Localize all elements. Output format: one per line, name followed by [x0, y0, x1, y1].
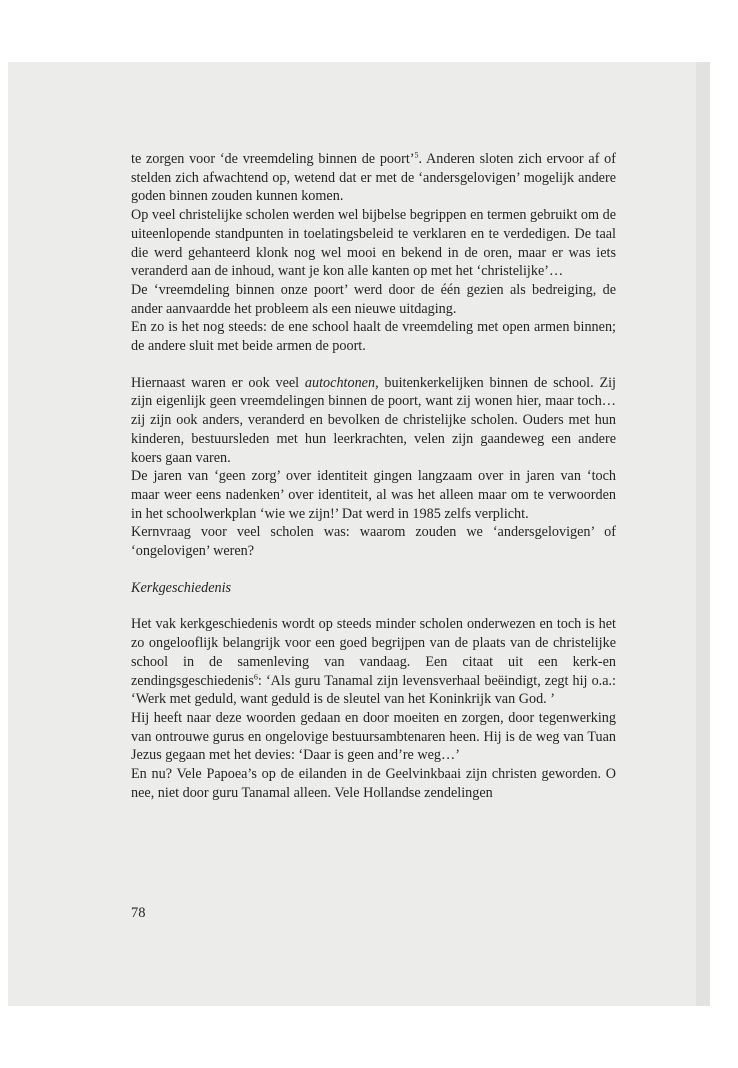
paragraph: De jaren van ‘geen zorg’ over identiteit gingen langzaam over in jaren van ‘toch maar weer eens nadenken’ over identiteit, al was het alleen maar om te verwoorden in het schoolwerkplan ‘wie we zijn!’ Dat werd in 1985 zelfs verplicht. [131, 468, 616, 522]
paragraph: Kernvraag voor veel scholen was: waarom zouden we ‘andersgelovigen’ of ‘ongelovigen’ weren? [131, 524, 616, 560]
paragraph: En nu? Vele Papoea’s op de eilanden in de Geelvinkbaai zijn christen geworden. O nee, niet door guru Tanamal alleen. Vele Hollandse zendelingen [131, 766, 616, 801]
paragraph: Het vak kerkgeschiedenis wordt op steeds minder scholen onderwezen en toch is het zo ongelooflijk belangrijk voor een goed begrijpen van de plaats van de christelijke school in de samenleving van vandaag. Een citaat uit een kerk-en zendingsgeschiedenis$^6$: ‘Als guru Tanamal zijn levensverhaal beëindigt, zegt hij o.a.: ‘Werk met geduld, want geduld is de sleutel van het Koninkrijk van God. ’ [131, 616, 616, 708]
paragraph: Hij heeft naar deze woorden gedaan en door moeiten en zorgen, door tegenwerking van ontrouwe gurus en ongelovige bestuursambtenaren heen. Hij is de weg van Tuan Jezus gegaan met het devies: ‘Daar is geen and’re weg…’ [131, 709, 616, 764]
page-number: 78 [131, 905, 146, 921]
page-edge [696, 62, 710, 1006]
paragraph: te zorgen voor ‘de vreemdeling binnen de poort’$^5$. Anderen sloten zich ervoor af of stelden zich afwachtend op, wetend dat er met de ‘andersgelovigen’ mogelijk andere goden binnen zouden kunnen komen. [131, 150, 616, 205]
footnote-ref: 5 [414, 150, 419, 160]
paragraph: Hiernaast waren er ook veel autochtonen, buitenkerkelijken binnen de school. Zij zijn eigenlijk geen vreemdelingen binnen de poort, want zij wonen hier, maar toch… zij zijn ook anders, veranderd en bevolken de christelijke scholen. Ouders met hun kinderen, bestuursleden met hun leerkrachten, velen zijn gaandeweg een andere koers gaan varen. [131, 374, 616, 466]
paragraph: En zo is het nog steeds: de ene school haalt de vreemdeling met open armen binnen; de andere sluit met beide armen de poort. [131, 319, 616, 355]
footnote-ref: 6 [253, 671, 258, 681]
paragraph: Op veel christelijke scholen werden wel bijbelse begrippen en termen gebruikt om de uiteenlopende standpunten in toelatingsbeleid te verklaren en te verdedigen. De taal die werd gehanteerd klonk nog wel mooi en bekend in de oren, maar er was iets veranderd aan de inhoud, want je kon alle kanten op met het ‘christelijke’… [131, 207, 616, 280]
section-heading: Kerkgeschiedenis [131, 579, 232, 596]
body-text [131, 150, 616, 803]
paragraph: De ‘vreemdeling binnen onze poort’ werd door de één gezien als bedreiging, de ander aanvaardde het probleem als een nieuwe uitdaging. [131, 281, 616, 317]
